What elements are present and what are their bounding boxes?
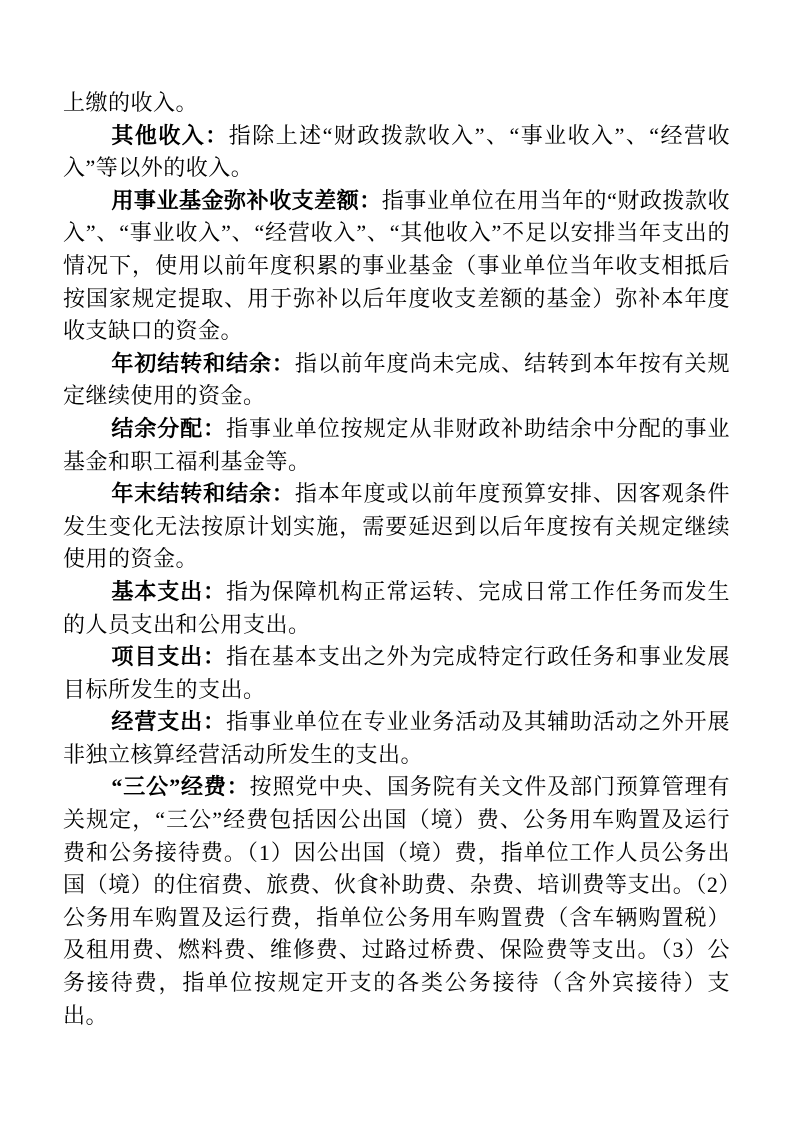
term-label: 用事业基金弥补收支差额：: [111, 187, 382, 213]
term-definition: 指以前年度尚未完成、结转到本年按有关规定继续使用的资金。: [63, 350, 730, 409]
term-label: 项目支出：: [111, 644, 227, 670]
paragraph-three-public-funds: [63, 771, 730, 1032]
term-label: 结余分配：: [111, 415, 227, 441]
paragraph-project-expenditure: [63, 641, 730, 706]
term-definition: 指事业单位按规定从非财政补助结余中分配的事业基金和职工福利基金等。: [63, 415, 730, 474]
term-definition: 指除上述“财政拨款收入”、“事业收入”、“经营收入”等以外的收入。: [63, 122, 730, 181]
paragraph-surplus-distribution: [63, 413, 730, 478]
term-label: 基本支出：: [111, 578, 227, 604]
term-label: “三公”经费：: [111, 774, 250, 800]
paragraph-fund-offset: [63, 185, 730, 348]
paragraph-basic-expenditure: [63, 576, 730, 641]
paragraph-year-end-carryover: [63, 478, 730, 576]
term-definition: 指事业单位在用当年的“财政拨款收入”、“事业收入”、“经营收入”、“其他收入”不足以安排当年支出的情况下，使用以前年度积累的事业基金（事业单位当年收支相抵后按国家规定提取、用于弥补以后年度收支差额的基金）弥补本年度收支缺口的资金。: [63, 187, 730, 344]
term-label: 年末结转和结余：: [111, 481, 295, 507]
term-definition: 指为保障机构正常运转、完成日常工作任务而发生的人员支出和公用支出。: [63, 578, 730, 637]
term-definition: 按照党中央、国务院有关文件及部门预算管理有关规定，“三公”经费包括因公出国（境）费、公务用车购置及运行费和公务接待费。（1）因公出国（境）费，指单位工作人员公务出国（境）的住宿费、旅费、伙食补助费、杂费、培训费等支出。（2）公务用车购置及运行费，指单位公务用车购置费（含车辆购置税）及租用费、燃料费、维修费、过路过桥费、保险费等支出。（3）公务接待费，指单位按规定开支的各类公务接待（含外宾接待）支出。: [63, 774, 730, 1028]
term-label: 年初结转和结余：: [111, 350, 295, 376]
paragraph-other-income: [63, 120, 730, 185]
term-definition: 指在基本支出之外为完成特定行政任务和事业发展目标所发生的支出。: [63, 644, 730, 702]
term-definition: 指本年度或以前年度预算安排、因客观条件发生变化无法按原计划实施，需要延迟到以后年度按有关规定继续使用的资金。: [63, 481, 730, 572]
paragraph-operating-expenditure: [63, 706, 730, 771]
paragraph-continuation: 上缴的收入。: [63, 90, 199, 115]
term-label: 经营支出：: [111, 709, 227, 735]
term-label: 其他收入：: [111, 122, 229, 148]
term-definition: 指事业单位在专业业务活动及其辅助活动之外开展非独立核算经营活动所发生的支出。: [63, 709, 730, 767]
paragraph-begin-year-carryover: [63, 348, 730, 413]
